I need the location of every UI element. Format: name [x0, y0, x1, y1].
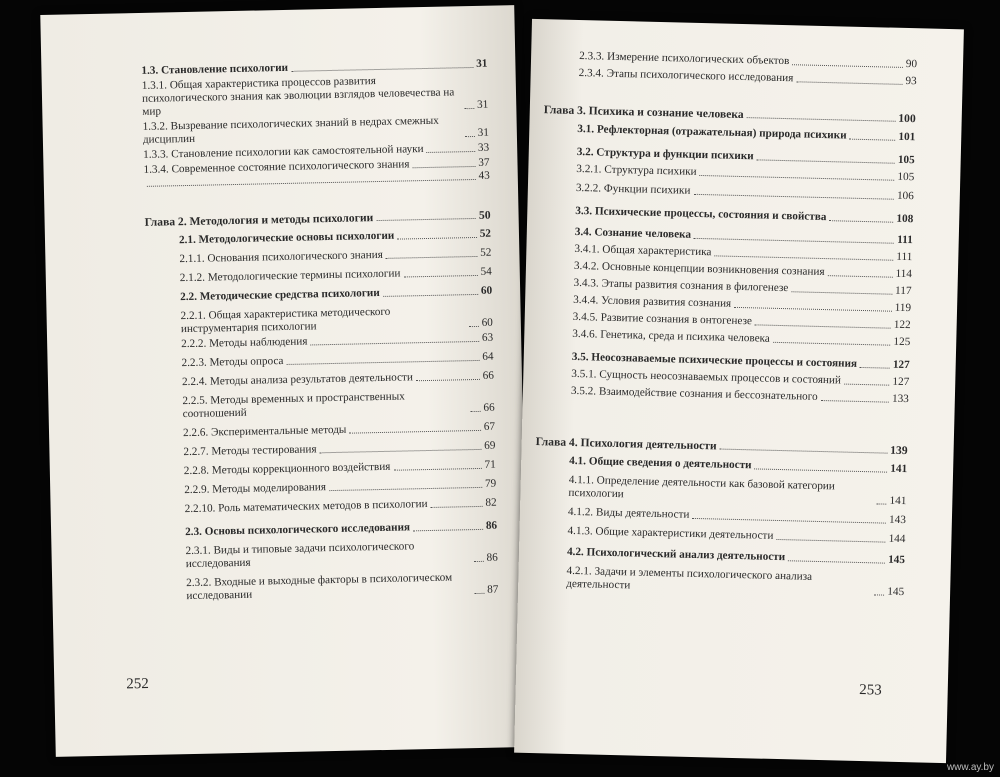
- toc-leader-dots: [349, 430, 480, 434]
- toc-entry-title: Глава 3. Психика и сознание человека: [543, 103, 744, 122]
- toc-entry-page: 105: [897, 170, 915, 184]
- toc-entry-page: 86: [485, 519, 498, 532]
- toc-entry-title: 2.1. Методологические основы психологии: [178, 229, 395, 247]
- toc-entry-page: 50: [478, 208, 491, 222]
- toc-list-left: [141, 58, 498, 604]
- toc-leader-dots: [403, 275, 477, 278]
- toc-entry: [541, 204, 913, 226]
- toc-entry-title: 3.5.2. Взаимодействие сознания и бессознательного: [570, 384, 818, 403]
- toc-leader-dots: [720, 449, 888, 454]
- toc-leader-dots: [397, 237, 476, 240]
- toc-leader-dots: [757, 159, 895, 163]
- toc-entry-page: 145: [887, 553, 906, 567]
- toc-leader-dots: [829, 220, 893, 223]
- toc-entry-page: 37: [478, 156, 490, 169]
- toc-leader-dots: [714, 255, 893, 260]
- toc-entry-page: 69: [484, 439, 496, 452]
- toc-entry: [152, 571, 498, 604]
- toc-entry-title: 2.3.4. Этапы психологического исследования: [578, 66, 794, 85]
- toc-entry-title: 3.2. Структура и функции психики: [576, 145, 754, 163]
- toc-entry: [534, 473, 907, 508]
- toc-entry: [151, 497, 497, 517]
- toc-entry-title: 2.1.1. Основания психологического знания: [179, 248, 383, 266]
- toc-entry: [534, 505, 906, 527]
- toc-entry: [145, 228, 491, 248]
- toc-entry-title: 2.3. Основы психологического исследования: [185, 521, 411, 539]
- toc-entry: [146, 266, 492, 286]
- toc-leader-dots: [416, 379, 480, 381]
- toc-leader-dots: [147, 179, 476, 187]
- toc-entry-title: 3.4.1. Общая характеристика: [574, 242, 712, 259]
- toc-entry-page: 143: [888, 513, 907, 527]
- toc-entry-page: 31: [477, 126, 489, 139]
- toc-entry: [149, 440, 495, 460]
- toc-leader-dots: [874, 594, 884, 595]
- toc-entry-title: 3.4. Сознание человека: [574, 225, 692, 241]
- toc-leader-dots: [791, 291, 892, 294]
- toc-entry-title: 3.4.5. Развитие сознания в онтогенезе: [572, 310, 753, 328]
- toc-leader-dots: [291, 67, 473, 72]
- toc-leader-dots: [383, 294, 478, 297]
- toc-entry-page: 54: [480, 265, 492, 278]
- toc-chapter-entry: [145, 209, 491, 229]
- toc-entry-title: 3.4.2. Основные концепции возникновения сознания: [573, 259, 825, 279]
- toc-entry-title: 1.3.4. Современное состояние психологического знания: [143, 158, 410, 176]
- toc-entry-title: 2.2.5. Методы временных и пространственных соотношений: [182, 390, 405, 421]
- toc-entry: [142, 73, 489, 119]
- toc-entry-page: 141: [889, 494, 907, 508]
- toc-leader-dots: [469, 326, 479, 327]
- toc-leader-dots: [694, 238, 894, 244]
- toc-entry-page: 111: [896, 250, 913, 264]
- page-number-right: 253: [859, 682, 882, 699]
- toc-leader-dots: [876, 503, 886, 504]
- toc-entry-page: 87: [487, 583, 499, 596]
- left-page: [40, 5, 529, 757]
- toc-entry-page: 105: [897, 153, 915, 167]
- toc-entry-page: 60: [480, 284, 493, 297]
- toc-entry-page: 79: [484, 477, 497, 490]
- toc-entry-page: 93: [905, 74, 917, 88]
- toc-entry-page: 122: [893, 318, 911, 332]
- toc-entry-title: 4.1.1. Определение деятельности как базовой категории психологии: [568, 473, 836, 501]
- toc-entry: [533, 524, 905, 546]
- toc-entry-title: 3.4.6. Генетика, среда и психика человека: [572, 327, 770, 345]
- toc-leader-dots: [700, 175, 895, 181]
- toc-entry-title: 2.2.4. Методы анализа результатов деятельности: [181, 371, 413, 389]
- toc-entry-title: 2.1.2. Методологические термины психологии: [179, 267, 401, 285]
- toc-leader-dots: [792, 64, 903, 68]
- toc-entry-title: 1.3.1. Общая характеристика процессов развития психологического знания как эволюции взглядов человечества на мир: [141, 75, 455, 118]
- toc-entry-title: Глава 4. Психология деятельности: [535, 435, 717, 453]
- toc-leader-dots: [693, 194, 894, 200]
- toc-leader-dots: [464, 108, 474, 109]
- toc-leader-dots: [734, 307, 892, 312]
- toc-entry-page: 108: [896, 212, 914, 226]
- toc-entry-page: 86: [486, 551, 498, 564]
- toc-entry-page: 145: [887, 585, 905, 599]
- toc-entry-title: 2.2.2. Методы наблюдения: [181, 335, 308, 351]
- toc-entry-page: 67: [483, 420, 496, 433]
- toc-entry: [148, 389, 494, 422]
- toc-entry-title: 3.2.1. Структура психики: [576, 162, 697, 178]
- toc-leader-dots: [287, 360, 480, 365]
- toc-leader-dots: [754, 468, 887, 472]
- toc-entry-page: 114: [895, 267, 913, 281]
- toc-entry-page: 71: [484, 458, 496, 471]
- toc-leader-dots: [776, 539, 885, 543]
- toc-entry-page: 82: [485, 496, 497, 509]
- toc-entry-title: 3.5. Неосознаваемые психические процессы и состояния: [571, 350, 858, 370]
- toc-entry-page: 101: [898, 130, 916, 144]
- toc-entry-title: 1.3.2. Вызревание психологических знаний в недрах смежных дисциплин: [142, 114, 439, 146]
- toc-entry-title: 4.1.3. Общие характеристики деятельности: [567, 524, 774, 542]
- toc-entry-page: 127: [892, 375, 910, 389]
- toc-entry-page: 31: [476, 57, 488, 70]
- toc-leader-dots: [311, 341, 480, 346]
- toc-list-right: [532, 49, 917, 599]
- toc-entry-title: 2.2.6. Экспериментальные методы: [182, 423, 347, 440]
- toc-entry: [151, 539, 497, 572]
- toc-leader-dots: [844, 384, 890, 386]
- toc-leader-dots: [413, 529, 483, 531]
- toc-leader-dots: [821, 400, 889, 403]
- toc-entry-page: 66: [483, 401, 495, 414]
- toc-leader-dots: [413, 166, 476, 168]
- toc-leader-dots: [788, 560, 885, 563]
- toc-entry-page: 64: [482, 350, 494, 363]
- toc-entry-title: 2.3.2. Входные и выходные факторы в психологическом исследовании: [186, 571, 453, 603]
- toc-entry-title: 2.2.3. Методы опроса: [181, 355, 284, 370]
- toc-leader-dots: [470, 411, 480, 412]
- toc-entry: [145, 247, 491, 267]
- toc-entry: [148, 370, 494, 390]
- toc-leader-dots: [320, 449, 482, 453]
- toc-entry-page: 119: [894, 301, 912, 315]
- toc-entry-title: 4.1. Общие сведения о деятельности: [569, 454, 752, 472]
- toc-entry-title: 2.2.1. Общая характеристика методического инструментария психологии: [180, 305, 391, 336]
- toc-leader-dots: [860, 367, 890, 369]
- toc-leader-dots: [827, 275, 892, 278]
- toc-leader-dots: [386, 256, 477, 259]
- toc-leader-dots: [796, 81, 902, 85]
- toc-entry-page: 133: [891, 392, 909, 406]
- toc-entry: [149, 421, 495, 441]
- toc-leader-dots: [431, 506, 483, 508]
- page-number-left: 252: [126, 675, 149, 693]
- toc-entry: [146, 285, 492, 305]
- toc-entry-page: 125: [893, 335, 911, 349]
- toc-leader-dots: [773, 342, 891, 346]
- toc-entry-title: 4.1.2. Виды деятельности: [567, 505, 690, 521]
- toc-entry-page: 141: [890, 462, 908, 476]
- toc-entry-title: 3.4.4. Условия развития сознания: [573, 293, 732, 310]
- right-page: [514, 19, 964, 763]
- toc-entry-title: 2.2.7. Методы тестирования: [183, 443, 317, 459]
- toc-leader-dots: [692, 518, 886, 524]
- toc-leader-dots: [755, 324, 891, 328]
- toc-entry: [543, 122, 915, 144]
- toc-leader-dots: [376, 218, 476, 221]
- toc-leader-dots: [474, 561, 484, 562]
- toc-leader-dots: [850, 139, 896, 141]
- toc-entry-page: 139: [890, 443, 908, 458]
- toc-entry: [147, 351, 493, 371]
- toc-entry-page: 127: [892, 358, 910, 372]
- toc-entry-page: 111: [897, 233, 913, 247]
- toc-leader-dots: [393, 468, 481, 471]
- toc-entry-page: 144: [888, 532, 906, 546]
- toc-entry-title: 3.5.1. Сущность неосознаваемых процессов и состояний: [571, 367, 842, 387]
- toc-leader-dots: [465, 136, 475, 137]
- toc-leader-dots: [329, 487, 482, 491]
- toc-leader-dots: [747, 117, 896, 122]
- toc-entry-page: 100: [898, 111, 916, 126]
- toc-entry-title: 2.2. Методические средства психологии: [180, 286, 380, 304]
- toc-entry: [535, 454, 907, 476]
- toc-entry: [533, 545, 905, 567]
- watermark: www.ay.by: [946, 762, 994, 773]
- toc-entry-page: 106: [896, 189, 914, 203]
- toc-entry: [150, 478, 496, 498]
- toc-entry-page: 33: [477, 141, 490, 154]
- toc-entry: [150, 459, 496, 479]
- toc-entry-page: 52: [479, 227, 492, 240]
- toc-entry-title: 3.2.2. Функции психики: [575, 181, 691, 197]
- toc-entry-title: 1.3. Становление психологии: [141, 61, 289, 77]
- toc-entry-page: 63: [481, 331, 494, 344]
- toc-entry-title: 2.2.10. Роль математических методов в психологии: [184, 498, 428, 516]
- toc-entry-title: 2.3.3. Измерение психологических объектов: [578, 49, 790, 68]
- toc-chapter-entry: [544, 103, 916, 125]
- toc-entry-title: 2.3.1. Виды и типовые задачи психологического исследования: [185, 540, 415, 571]
- toc-entry: [542, 181, 914, 203]
- toc-entry-title: 2.2.8. Методы коррекционного воздействия: [183, 460, 391, 478]
- toc-entry-title: 4.2. Психологический анализ деятельности: [566, 545, 786, 564]
- toc-entry-page: 90: [905, 57, 918, 71]
- toc-entry: [532, 564, 905, 599]
- toc-entry-title: 1.3.3. Становление психологии как самостоятельной науки: [143, 143, 424, 161]
- toc-entry-title: 4.2.1. Задачи и элементы психологического анализа деятельности: [566, 564, 813, 592]
- toc-entry: [151, 520, 497, 540]
- toc-entry-title: 2.2.9. Методы моделирования: [184, 481, 327, 497]
- toc-entry-page: 31: [476, 98, 489, 111]
- toc-entry-page: 43: [478, 169, 490, 182]
- toc-entry-page: 66: [482, 369, 495, 382]
- toc-entry-page: 52: [480, 246, 492, 259]
- toc-entry-title: Глава 2. Методология и методы психологии: [144, 211, 374, 229]
- toc-leader-dots: [427, 151, 475, 153]
- toc-entry-page: 60: [481, 316, 493, 329]
- toc-entry-title: 3.3. Психические процессы, состояния и свойства: [575, 204, 827, 224]
- toc-entry-title: 3.1. Рефлекторная (отражательная) природа психики: [577, 122, 847, 142]
- toc-entry-page: 117: [894, 284, 912, 298]
- toc-leader-dots: [474, 593, 484, 594]
- toc-chapter-entry: [536, 435, 908, 457]
- toc-entry-title: 3.4.3. Этапы развития сознания в филогенезе: [573, 276, 789, 295]
